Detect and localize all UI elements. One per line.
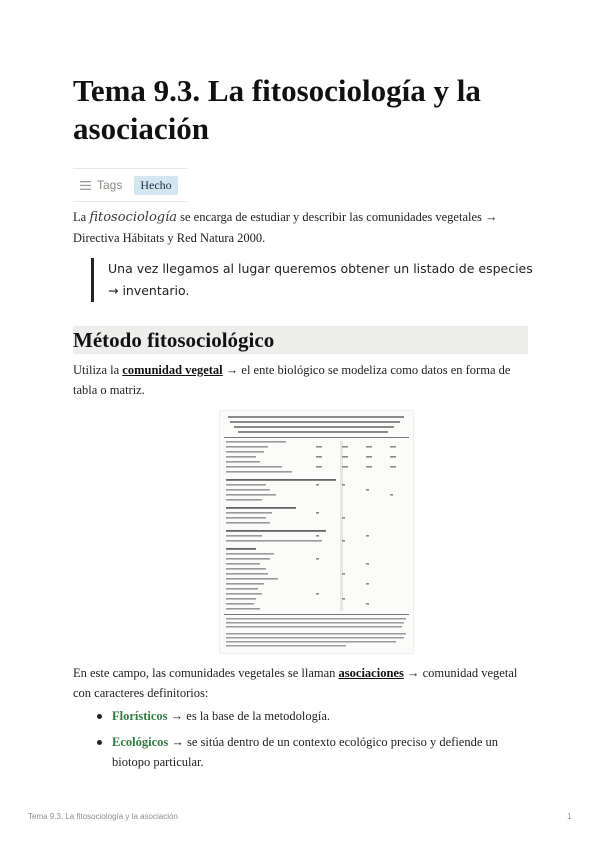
term-ecologicos: Ecológicos — [112, 735, 169, 749]
table-image-drawing — [220, 411, 413, 653]
term-asociaciones: asociaciones — [338, 666, 404, 680]
p2-pre: En este campo, las comunidades vegetales se llaman — [73, 666, 339, 680]
term-fitosociologia: fitosociología — [89, 210, 178, 225]
tag-hecho[interactable]: Hecho — [134, 176, 177, 195]
list-icon — [80, 181, 91, 190]
bullet-text: → se sitúa dentro de un contexto ecológico preciso y defiende un biotopo particular. — [112, 735, 499, 769]
term-comunidad-vegetal: comunidad vegetal — [122, 363, 223, 377]
intro-pre: La — [73, 210, 90, 224]
tags-label: Tags — [97, 178, 123, 192]
section-heading: Método fitosociológico — [73, 326, 528, 354]
footer-title: Tema 9.3. La fitosociología y la asociación — [28, 812, 178, 821]
list-item — [97, 706, 527, 726]
associations-paragraph — [73, 663, 528, 703]
method-paragraph — [73, 360, 528, 400]
intro-post: se encarga de estudiar y describir las comunidades vegetales → Directiva Hábitats y Red Natura 2000. — [73, 210, 498, 245]
bullet-text: → es la base de la metodología. — [167, 709, 330, 723]
p1-post: → el ente biológico se modeliza como datos en forma de tabla o matriz. — [73, 363, 511, 397]
blockquote: Una vez llegamos al lugar queremos obtener un listado de especies → inventario. — [91, 258, 538, 302]
page-number: 1 — [567, 812, 572, 821]
properties-row — [73, 168, 187, 202]
term-floristicos: Florísticos — [112, 709, 168, 723]
intro-paragraph — [73, 207, 528, 248]
page-title: Tema 9.3. La fitosociología y la asociación — [73, 73, 481, 146]
tags-property[interactable] — [80, 178, 122, 192]
p2-post: → comunidad vegetal con caracteres definitorios: — [73, 666, 518, 700]
phytosociological-table-image — [219, 410, 414, 654]
list-item — [97, 732, 527, 772]
p1-pre: Utiliza la — [73, 363, 123, 377]
characteristics-list — [97, 706, 527, 778]
